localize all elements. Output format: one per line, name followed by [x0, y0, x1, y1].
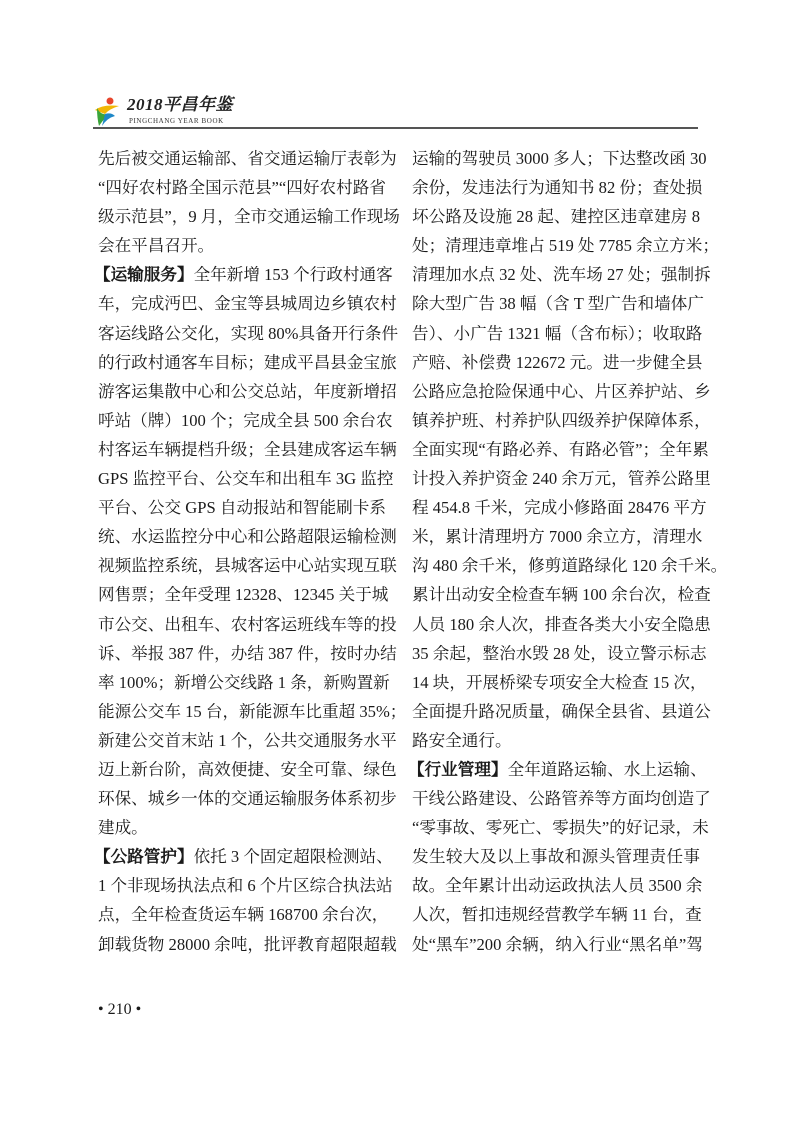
section-heading: 【行业管理】 — [408, 759, 508, 779]
line-text: 余份，发违法行为通知书 82 份；查处损 — [412, 178, 703, 198]
line-text: 镇养护班、村养护队四级养护保障体系， — [412, 410, 711, 430]
paragraph-line — [98, 580, 389, 609]
paragraph-line — [98, 289, 397, 318]
line-text: 计投入养护资金 240 余万元，管养公路里 — [412, 469, 711, 489]
line-text: 路安全通行。 — [412, 730, 512, 750]
paragraph-line — [98, 435, 397, 464]
paragraph-line — [412, 930, 703, 959]
line-text: 卸载货物 28000 余吨，批评教育超限超载 — [98, 934, 397, 954]
paragraph-line — [412, 697, 711, 726]
line-text: 依托 3 个固定超限检测站、 — [193, 847, 393, 867]
paragraph-line — [98, 610, 397, 639]
line-text: 新建公交首末站 1 个，公共交通服务水平 — [98, 730, 397, 750]
yearbook-title: 2018平昌年鉴 — [127, 95, 233, 114]
paragraph-line — [98, 173, 386, 202]
paragraph-line — [98, 377, 397, 406]
line-text: 点，全年检查货运车辆 168700 余台次， — [98, 905, 389, 925]
line-text: 沟 480 余千米，修剪道路绿化 120 余千米。 — [412, 556, 728, 576]
line-text: 平台、公交 GPS 自动报站和智能刷卡系 — [98, 498, 386, 518]
line-text: 游客运集散中心和公交总站，年度新增招 — [98, 381, 397, 401]
line-text: 市公交、出租车、农村客运班线车等的投 — [98, 614, 397, 634]
line-text: GPS 监控平台、公交车和出租车 3G 监控 — [98, 469, 394, 489]
left-column — [94, 144, 407, 959]
line-text: 迈上新台阶，高效便捷、安全可靠、绿色 — [98, 759, 397, 779]
line-text: 环保、城乡一体的交通运输服务体系初步 — [98, 789, 397, 809]
paragraph-line — [412, 406, 711, 435]
line-text: 网售票；全年受理 12328、12345 关于城 — [98, 585, 389, 605]
line-text: 诉、举报 387 件，办结 387 件，按时办结 — [98, 643, 397, 663]
right-column — [408, 144, 728, 959]
yearbook-logo-icon — [93, 96, 123, 128]
line-text: 产赔、补偿费 122672 元。进一步健全县 — [412, 352, 703, 372]
paragraph-line — [412, 842, 700, 871]
paragraph-line — [98, 319, 399, 348]
page-number: • 210 • — [98, 1001, 142, 1018]
line-text: 1 个非现场执法点和 6 个片区综合执法站 — [98, 876, 393, 896]
paragraph-line — [412, 173, 703, 202]
paragraph-line — [412, 493, 707, 522]
line-text: 全年道路运输、水上运输、 — [507, 759, 707, 779]
paragraph-line — [98, 668, 390, 697]
paragraph-line — [412, 348, 703, 377]
line-text: 清理加水点 32 处、洗车场 27 处；强制拆 — [412, 265, 711, 285]
line-text: 全年新增 153 个行政村通客 — [193, 265, 393, 285]
paragraph-line — [98, 144, 397, 173]
paragraph-line — [98, 813, 386, 842]
line-text: 累计出动安全检查车辆 100 余台次，检查 — [412, 585, 711, 605]
paragraph-line — [98, 551, 397, 580]
paragraph-line — [412, 231, 719, 260]
paragraph-line — [98, 930, 397, 959]
paragraph-line — [412, 377, 711, 406]
line-text: 视频监控系统，县城客运中心站实现互联 — [98, 556, 397, 576]
paragraph-line — [412, 726, 700, 755]
paragraph-line — [412, 871, 703, 900]
line-text: 公路应急抢险保通中心、片区养护站、乡 — [412, 381, 711, 401]
line-text: 发生较大及以上事故和源头管理责任事 — [412, 847, 700, 867]
line-text: 先后被交通运输部、省交通运输厅表彰为 — [98, 149, 397, 168]
line-text: 人次，暂扣违规经营教学车辆 11 台，查 — [412, 905, 702, 925]
paragraph-line — [98, 202, 400, 231]
paragraph-line — [412, 610, 711, 639]
paragraph-first-line — [408, 755, 707, 784]
paragraph-line — [412, 668, 707, 697]
paragraph-line — [412, 260, 711, 289]
line-text: 村客运车辆提档升级；全县建成客运车辆 — [98, 439, 397, 459]
line-text: 14 块，开展桥梁专项安全大检查 15 次， — [412, 672, 707, 692]
paragraph-line — [412, 900, 700, 929]
line-text: 坏公路及设施 28 起、建控区违章建房 8 — [412, 207, 700, 227]
paragraph-first-line — [94, 260, 393, 289]
line-text: “四好农村路全国示范县”“四好农村路省 — [98, 178, 386, 198]
paragraph-line — [98, 871, 393, 900]
line-text: 车，完成沔巴、金宝等县城周边乡镇农村 — [98, 294, 397, 314]
paragraph-line — [98, 726, 397, 755]
paragraph-line — [98, 522, 397, 551]
line-text: 全面提升路况质量，确保全县省、县道公 — [412, 701, 711, 721]
paragraph-line — [412, 144, 707, 173]
line-text: 会在平昌召开。 — [98, 236, 215, 256]
paragraph-line — [412, 464, 711, 493]
paragraph-line — [98, 900, 389, 929]
section-heading: 【公路管护】 — [94, 847, 194, 867]
paragraph-line — [412, 319, 703, 348]
line-text: 呼站（牌）100 个；完成全县 500 余台农 — [98, 410, 393, 430]
paragraph-line — [98, 406, 393, 435]
line-text: 的行政村通客车目标；建成平昌县金宝旅 — [98, 352, 397, 372]
paragraph-line — [412, 639, 707, 668]
section-heading: 【运输服务】 — [94, 265, 194, 285]
paragraph-line — [412, 522, 703, 551]
line-text: 级示范县”，9 月，全市交通运输工作现场 — [98, 207, 400, 227]
line-text: 运输的驾驶员 3000 多人；下达整改函 30 — [412, 149, 707, 168]
line-text: 故。全年累计出动运政执法人员 3500 余 — [412, 876, 703, 896]
paragraph-line — [98, 755, 397, 784]
line-text: 能源公交车 15 台，新能源车比重超 35%； — [98, 701, 407, 721]
line-text: “零事故、零死亡、零损失”的好记录，未 — [412, 818, 709, 838]
paragraph-line — [98, 639, 397, 668]
line-text: 35 余起，整治水毁 28 处，设立警示标志 — [412, 643, 707, 663]
paragraph-line — [98, 697, 407, 726]
line-text: 处；清理违章堆占 519 处 7785 余立方米； — [412, 236, 719, 256]
line-text: 全面实现“有路必养、有路必管”；全年累 — [412, 439, 709, 459]
line-text: 处“黑车”200 余辆，纳入行业“黑名单”驾 — [412, 934, 703, 954]
line-text: 程 454.8 千米，完成小修路面 28476 平方 — [412, 498, 707, 518]
line-text: 统、水运监控分中心和公路超限运输检测 — [98, 527, 397, 547]
paragraph-line — [412, 551, 728, 580]
paragraph-line — [412, 784, 711, 813]
paragraph-line — [412, 813, 709, 842]
paragraph-line — [98, 231, 386, 260]
paragraph-first-line — [94, 842, 393, 871]
header-rule — [93, 127, 698, 129]
paragraph-line — [412, 289, 704, 318]
paragraph-line — [412, 580, 711, 609]
paragraph-line — [412, 202, 700, 231]
line-text: 客运线路公交化，实现 80%具备开行条件 — [98, 323, 399, 343]
paragraph-line — [98, 493, 386, 522]
line-text: 米，累计清理坍方 7000 余立方，清理水 — [412, 527, 703, 547]
line-text: 干线公路建设、公路管养等方面均创造了 — [412, 789, 711, 809]
yearbook-subtitle: PINGCHANG YEAR BOOK — [129, 117, 224, 125]
line-text: 人员 180 余人次，排查各类大小安全隐患 — [412, 614, 711, 634]
line-text: 告）、小广告 1321 幅（含布标）；收取路 — [412, 323, 703, 343]
paragraph-line — [98, 348, 397, 377]
line-text: 率 100%；新增公交线路 1 条，新购置新 — [98, 672, 390, 692]
page-header — [93, 96, 698, 128]
line-text: 建成。 — [98, 818, 148, 838]
line-text: 除大型广告 38 幅（含 T 型广告和墙体广 — [412, 294, 704, 314]
paragraph-line — [412, 435, 709, 464]
paragraph-line — [98, 464, 394, 493]
paragraph-line — [98, 784, 397, 813]
